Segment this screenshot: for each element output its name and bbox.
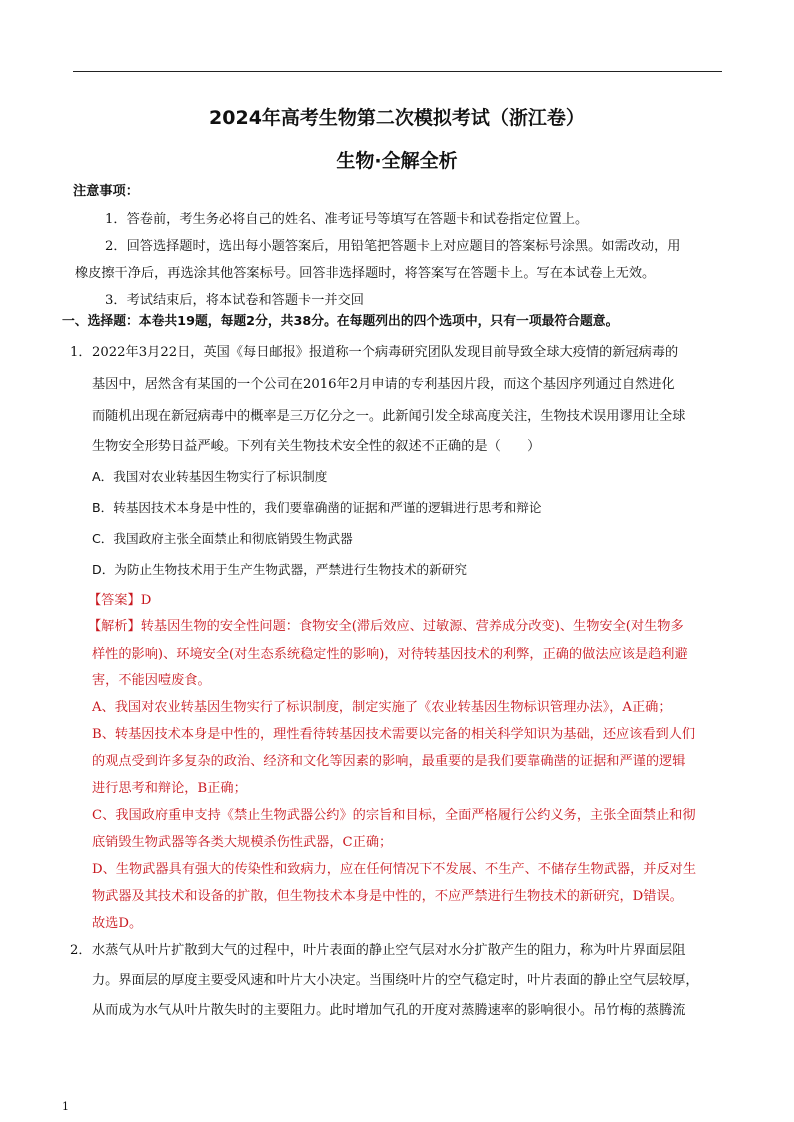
analysis-line: C、我国政府重申支持《禁止生物武器公约》的宗旨和目标，全面严格履行公约义务，主张全面禁止和彻	[92, 808, 696, 823]
section-heading: 一、选择题：本卷共19题，每题2分，共38分。在每题列出的四个选项中，只有一项最符合题意。	[62, 314, 619, 329]
analysis-line: 底销毁生物武器等各类大规模杀伤性武器，C正确；	[92, 835, 393, 850]
analysis-line: 的观点受到许多复杂的政治、经济和文化等因素的影响，最重要的是我们要靠确凿的证据和严谨的逻辑	[92, 754, 686, 769]
question-stem-line: 水蒸气从叶片扩散到大气的过程中，叶片表面的静止空气层对水分扩散产生的阻力，称为叶片界面层阻	[92, 943, 686, 958]
analysis-line: 害，不能因噎废食。	[92, 673, 211, 688]
option-b: B．转基因技术本身是中性的，我们要靠确凿的证据和严谨的逻辑进行思考和辩论	[92, 500, 542, 515]
question-number: 1．	[70, 345, 92, 360]
header-rule	[73, 71, 722, 72]
notice-item: 1．答卷前，考生务必将自己的姓名、准考证号等填写在答题卡和试卷指定位置上。	[105, 212, 589, 227]
notice-item: 2．回答选择题时，选出每小题答案后，用铅笔把答题卡上对应题目的答案标号涂黑。如需改动，用	[105, 239, 681, 254]
document-title: 2024年高考生物第二次模拟考试（浙江卷）	[209, 107, 585, 129]
analysis-line: B、转基因技术本身是中性的，理性看待转基因技术需要以完备的相关科学知识为基础，还应该看到人们	[92, 727, 696, 742]
analysis-line: 故选D。	[92, 916, 143, 931]
question-stem-line: 2022年3月22日，英国《每日邮报》报道称一个病毒研究团队发现目前导致全球大疫情的新冠病毒的	[92, 345, 679, 360]
notice-heading: 注意事项：	[73, 184, 139, 199]
analysis-line: 物武器及其技术和设备的扩散，但生物技术本身是中性的，不应严禁进行生物技术的新研究，D错误。	[92, 889, 683, 904]
question-stem-line: 基因中，居然含有某国的一个公司在2016年2月申请的专利基因片段，而这个基因序列通过自然进化	[92, 377, 675, 392]
option-c: C．我国政府主张全面禁止和彻底销毁生物武器	[92, 531, 353, 546]
answer: 【答案】D	[88, 593, 152, 608]
question-stem-line: 生物安全形势日益严峻。下列有关生物技术安全性的叙述不正确的是（ ）	[92, 439, 541, 454]
question-stem-line: 而随机出现在新冠病毒中的概率是三万亿分之一。此新闻引发全球高度关注，生物技术误用谬用让全球	[92, 409, 686, 424]
page-number: 1	[62, 1100, 69, 1113]
notice-item-continuation: 橡皮擦干净后，再选涂其他答案标号。回答非选择题时，将答案写在答题卡上。写在本试卷上无效。	[75, 266, 656, 281]
option-d: D．为防止生物技术用于生产生物武器，严禁进行生物技术的新研究	[92, 562, 467, 577]
document-subtitle: 生物·全解全析	[336, 150, 458, 172]
notice-item: 3．考试结束后，将本试卷和答题卡一并交回	[105, 293, 364, 308]
analysis-line: 样性的影响)、环境安全(对生态系统稳定性的影响)，对待转基因技术的利弊，正确的做法应该是趋利避	[92, 647, 688, 662]
option-a: A．我国对农业转基因生物实行了标识制度	[92, 469, 328, 484]
question-number: 2．	[70, 943, 92, 958]
analysis-line: 进行思考和辩论，B正确；	[92, 781, 247, 796]
analysis-line: D、生物武器具有强大的传染性和致病力，应在任何情况下不发展、不生产、不储存生物武器，并反对生	[92, 862, 697, 877]
analysis-line: 【解析】转基因生物的安全性问题：食物安全(滞后效应、过敏源、营养成分改变)、生物安全(对生物多	[88, 619, 684, 634]
analysis-line: A、我国对农业转基因生物实行了标识制度，制定实施了《农业转基因生物标识管理办法》，A正确；	[92, 700, 672, 715]
question-stem-line: 从而成为水气从叶片散失时的主要阻力。此时增加气孔的开度对蒸腾速率的影响很小。吊竹梅的蒸腾流	[92, 1003, 686, 1018]
question-stem-line: 力。界面层的厚度主要受风速和叶片大小决定。当围绕叶片的空气稳定时，叶片表面的静止空气层较厚，	[92, 973, 699, 988]
